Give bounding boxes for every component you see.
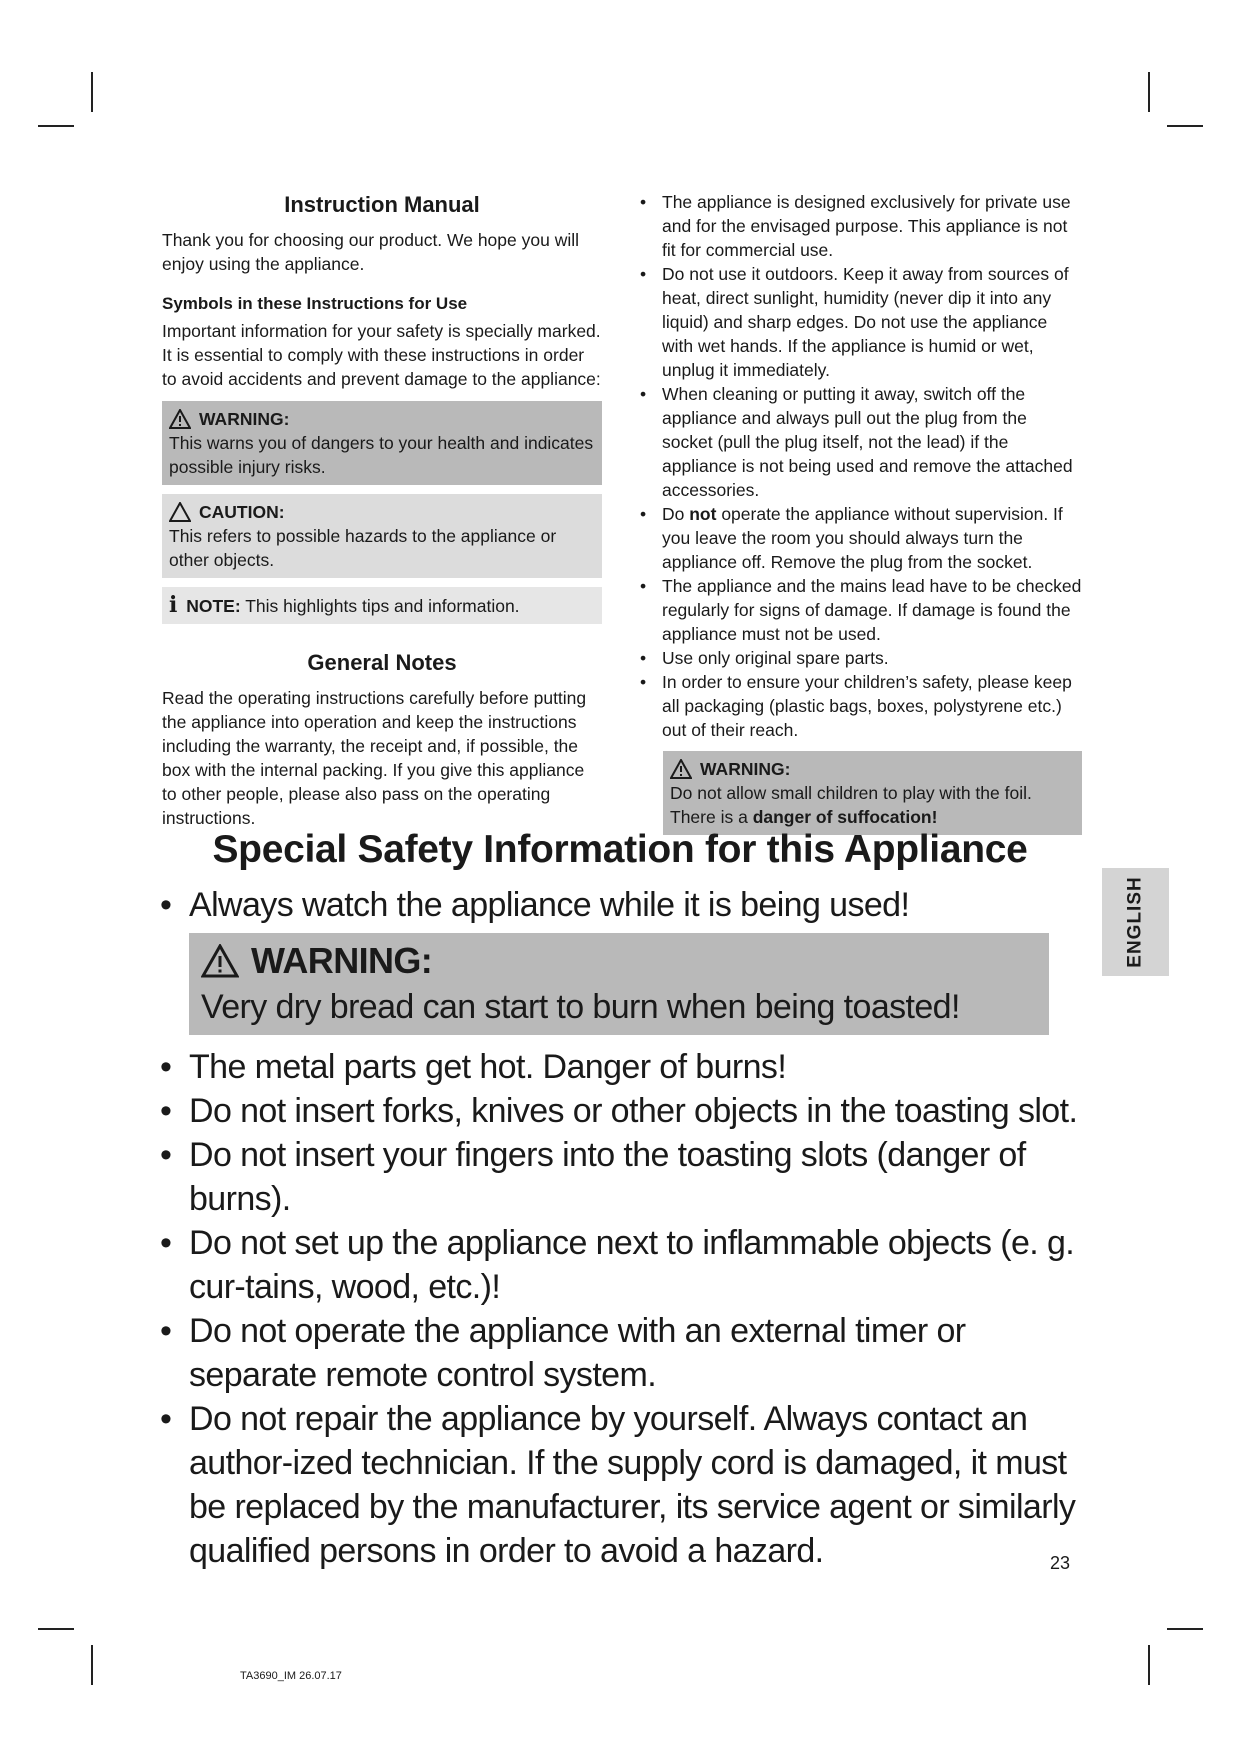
list-item: • The appliance is designed exclusively for private use and for the envisaged purpose. This appliance is not fit for commercial use. [640,190,1082,262]
caution-text: This refers to possible hazards to the appliance or other objects. [169,526,557,570]
list-item: • Do not set up the appliance next to inflammable objects (e. g. cur-tains, wood, etc.)! [160,1221,1080,1309]
symbols-text: Important information for your safety is specially marked. It is essential to comply with these instructions in order to avoid accidents and prevent damage to the appliance: [162,321,601,389]
left-column [162,190,602,830]
warning-box [162,401,602,485]
warning-text: Do not allow small children to play with the foil. There is a danger of suffocation! [670,783,1032,827]
general-notes-title: General Notes [307,650,457,675]
list-item: • Do not insert forks, knives or other objects in the toasting slot. [160,1089,1080,1133]
warning-triangle-icon [201,944,239,978]
right-column [640,190,1082,835]
crop-mark [1167,1628,1203,1630]
language-tab [1102,868,1169,976]
special-safety-list [160,883,1080,927]
safety-list [640,190,1082,742]
note-label: NOTE: [186,596,241,616]
crop-mark [91,1645,93,1685]
warning-triangle-icon [169,409,191,429]
special-safety-title: Special Safety Information for this Appliance [212,828,1028,871]
list-item: • When cleaning or putting it away, switch off the appliance and always pull out the plug from the socket (pull the plug itself, not the lead) if the appliance is not being used and remove the attached accessories. [640,382,1082,502]
warning-triangle-icon [670,759,692,779]
list-item: • The metal parts get hot. Danger of burns! [160,1045,1080,1089]
list-item: • Use only original spare parts. [640,646,1082,670]
symbols-heading: Symbols in these Instructions for Use [162,294,468,313]
list-item: • Do not insert your fingers into the toasting slots (danger of burns). [160,1133,1080,1221]
page-number: 23 [1050,1553,1071,1573]
warning-text: This warns you of dangers to your health and indicates possible injury risks. [169,433,594,477]
note-text: This highlights tips and information. [245,596,520,616]
caution-triangle-icon [169,502,191,522]
warning-label: WARNING: [251,940,433,981]
general-notes-text: Read the operating instructions carefully before putting the appliance into operation and keep the instructions including the warranty, the receipt and, if possible, the box with the internal packing. If you give this appliance to other people, please also pass on the operating instructions. [162,688,587,828]
crop-mark [1148,72,1150,112]
crop-mark [38,1628,74,1630]
intro-text: Thank you for choosing our product. We hope you will enjoy using the appliance. [162,230,579,274]
caution-label: CAUTION: [199,502,285,522]
special-safety-list [160,1045,1080,1573]
children-warning-box [663,751,1082,835]
toast-warning-box [189,933,1049,1035]
list-item: • In order to ensure your children’s safety, please keep all packaging (plastic bags, boxes, polystyrene etc.) out of their reach. [640,670,1082,742]
list-item: • Do not operate the appliance with an external timer or separate remote control system. [160,1309,1080,1397]
special-safety-section [160,825,1080,1573]
list-item: • The appliance and the mains lead have to be checked regularly for signs of damage. If damage is found the appliance must not be used. [640,574,1082,646]
note-box [162,587,602,624]
info-icon: i [169,592,178,618]
list-item: • Always watch the appliance while it is being used! [160,883,1080,927]
footer-code: TA3690_IM 26.07.17 [240,1670,342,1682]
crop-mark [1167,125,1203,127]
language-label: ENGLISH [1124,876,1146,968]
warning-label: WARNING: [199,409,290,429]
warning-text: Very dry bread can start to burn when being toasted! [201,988,960,1026]
crop-mark [38,125,74,127]
list-item: • Do not operate the appliance without supervision. If you leave the room you should always turn the appliance off. Remove the plug from the socket. [640,502,1082,574]
warning-label: WARNING: [700,759,791,779]
crop-mark [91,72,93,112]
caution-box [162,494,602,578]
instruction-manual-title: Instruction Manual [284,192,480,217]
crop-mark [1148,1645,1150,1685]
list-item: • Do not use it outdoors. Keep it away from sources of heat, direct sunlight, humidity (never dip it into any liquid) and sharp edges. Do not use the appliance with wet hands. If the appliance is humid or wet, unplug it immediately. [640,262,1082,382]
list-item: • Do not repair the appliance by yourself. Always contact an author-ized technician. If the supply cord is damaged, it must be replaced by the manufacturer, its service agent or similarly qualified persons in order to avoid a hazard. [160,1397,1080,1573]
